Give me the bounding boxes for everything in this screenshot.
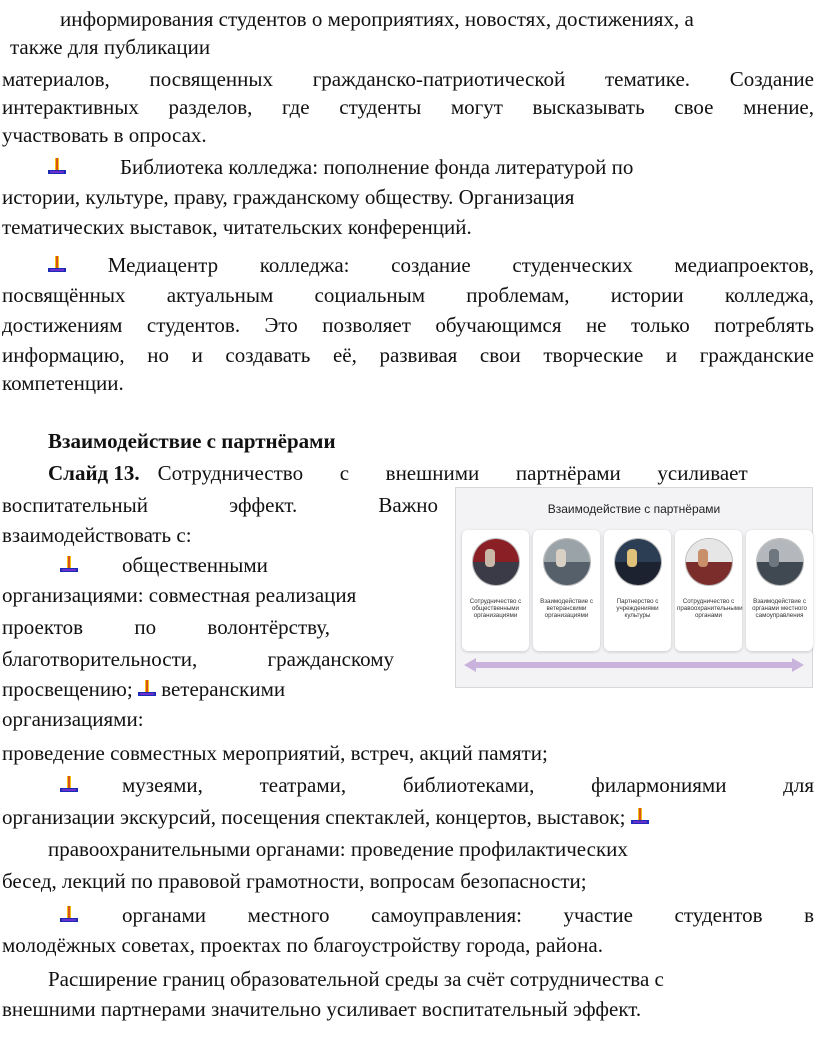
text-line: молодёжных советах, проектах по благоустройству города, района. bbox=[2, 933, 603, 957]
text-line: информацию, но и создавать её, развивая свои творческие и гражданские bbox=[2, 343, 814, 367]
text-line: Расширение границ образовательной среды за счёт сотрудничества с bbox=[48, 967, 664, 991]
text-line: правоохранительными органами: проведение профилактических bbox=[48, 837, 628, 861]
bullet-icon bbox=[60, 776, 78, 794]
partner-card bbox=[462, 530, 529, 651]
bullet-text: органами местного самоуправления: участие студентов в bbox=[122, 903, 814, 927]
text-span: Сотрудничество с внешними партнёрами усиливает bbox=[157, 461, 748, 485]
text-line: достижениям студентов. Это позволяет обучающимся не только потреблять bbox=[2, 313, 814, 337]
text-line: проведение совместных мероприятий, встреч, акций памяти; bbox=[2, 741, 548, 765]
bullet-text: Медиацентр колледжа: создание студенческих медиапроектов, bbox=[107, 253, 814, 277]
double-arrow-icon bbox=[464, 658, 804, 672]
text-line: взаимодействовать с: bbox=[2, 523, 192, 547]
card-label: Сотрудничество с правоохранительными органами bbox=[677, 598, 743, 619]
text-line: компетенции. bbox=[2, 371, 124, 395]
bullet-line bbox=[60, 772, 814, 798]
text-line bbox=[48, 460, 814, 486]
text-line: благотворительности, гражданскому bbox=[2, 647, 394, 671]
text-line: воспитательный эффект. Важно bbox=[2, 493, 438, 517]
bullet-icon bbox=[60, 556, 78, 574]
bullet-icon bbox=[138, 680, 156, 698]
partner-card bbox=[746, 530, 813, 651]
card-label: Партнерство с учреждениями культуры bbox=[616, 598, 659, 619]
card-label: Сотрудничество с общественными организациями bbox=[469, 598, 522, 619]
text-line: интерактивных разделов, где студенты могут высказывать свое мнение, bbox=[2, 95, 814, 119]
card-photo bbox=[685, 538, 733, 586]
slide-image bbox=[455, 487, 813, 688]
card-photo bbox=[472, 538, 520, 586]
slide-ref: Слайд 13. bbox=[48, 461, 140, 485]
bullet-icon bbox=[631, 808, 649, 826]
text-line: информирования студентов о мероприятиях, новостях, достижениях, а bbox=[60, 7, 694, 31]
text-line: материалов, посвященных гражданско-патриотической тематике. Создание bbox=[2, 67, 814, 91]
card-photo bbox=[543, 538, 591, 586]
bullet-text: Библиотека колледжа: пополнение фонда литературой по bbox=[120, 155, 634, 179]
bullet-icon bbox=[48, 158, 66, 176]
text-line: тематических выставок, читательских конференций. bbox=[2, 215, 472, 239]
text-line: посвящённых актуальным социальным проблемам, истории колледжа, bbox=[2, 283, 814, 307]
card-photo bbox=[756, 538, 804, 586]
bullet-line bbox=[48, 154, 814, 180]
text-line: бесед, лекций по правовой грамотности, вопросам безопасности; bbox=[2, 869, 587, 893]
partner-card bbox=[604, 530, 671, 651]
partner-card bbox=[533, 530, 600, 651]
text-span: просвещению; bbox=[2, 677, 133, 701]
bullet-icon bbox=[48, 256, 66, 274]
bullet-text: общественными bbox=[122, 553, 268, 577]
slide-title: Взаимодействие с партнёрами bbox=[547, 502, 721, 516]
card-label: Взаимодействие с органами местного самоуправления bbox=[752, 598, 807, 619]
text-line: истории, культуре, праву, гражданскому обществу. Организация bbox=[2, 185, 575, 209]
section-heading: Взаимодействие с партнёрами bbox=[48, 429, 336, 453]
partner-card bbox=[675, 530, 742, 651]
text-line bbox=[2, 804, 814, 830]
bullet-line bbox=[48, 252, 814, 278]
card-photo bbox=[614, 538, 662, 586]
text-line: проектов по волонтёрству, bbox=[2, 615, 330, 639]
text-span: ветеранскими bbox=[161, 677, 286, 701]
bullet-icon bbox=[60, 906, 78, 924]
text-line: участвовать в опросах. bbox=[2, 123, 207, 147]
text-span: организации экскурсий, посещения спектаклей, концертов, выставок; bbox=[2, 805, 626, 829]
text-line: внешними партнерами значительно усиливает воспитательный эффект. bbox=[2, 997, 642, 1021]
bullet-line bbox=[60, 902, 814, 928]
text-line: также для публикации bbox=[10, 35, 211, 59]
text-line: организациями: совместная реализация bbox=[2, 583, 357, 607]
bullet-text: музеями, театрами, библиотеками, филармониями для bbox=[122, 773, 814, 797]
card-label: Взаимодействие с ветеранскими организациями bbox=[540, 598, 593, 619]
text-line: организациями: bbox=[2, 707, 144, 731]
